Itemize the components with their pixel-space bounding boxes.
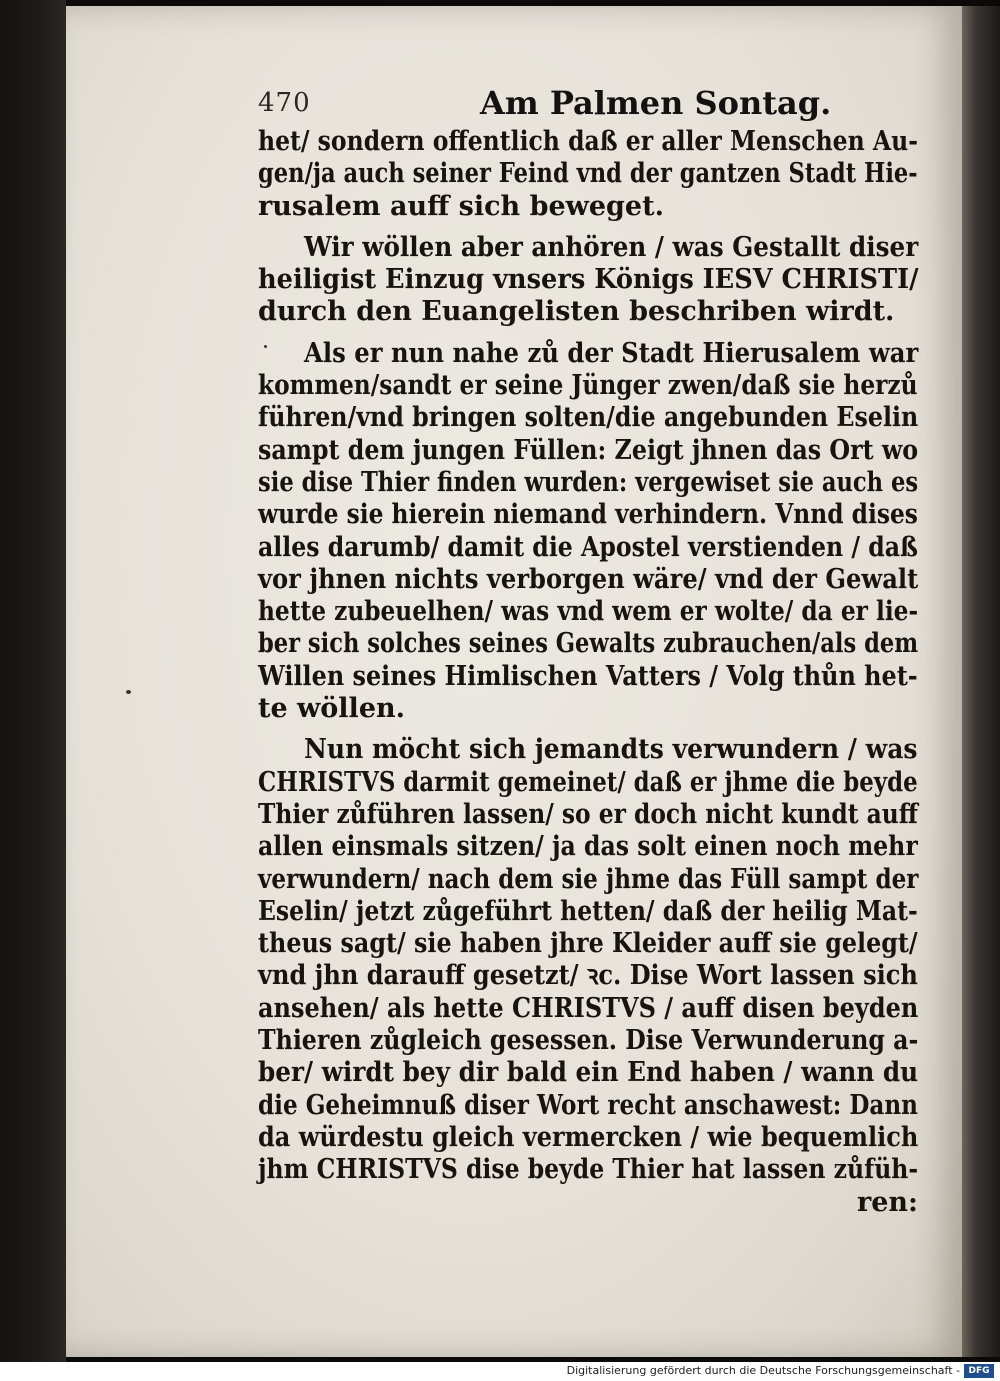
text-line: vor jhnen nichts verborgen wäre/ vnd der Gewalt xyxy=(258,563,919,595)
text-line: het/ sondern offentlich daß er aller Menschen Au- xyxy=(258,126,918,157)
text-line: sie dise Thier finden wurden: vergewiset sie auch es xyxy=(258,466,919,498)
text-line: da würdestu gleich vermercken / wie bequemlich xyxy=(258,1121,919,1153)
page-number: 470 xyxy=(258,88,311,118)
text-line: alles darumb/ damit die Apostel verstienden / daß xyxy=(258,531,918,563)
footer-bar xyxy=(0,1362,1000,1381)
text-line: rusalem auff sich beweget. xyxy=(258,190,664,222)
body-text xyxy=(258,126,918,1219)
text-line: ber sich solches seines Gewalts zubrauchen/als dem xyxy=(258,628,919,660)
dfg-logo: DFG xyxy=(964,1364,994,1378)
text-line: ber/ wirdt bey dir bald ein End haben / wann du xyxy=(258,1057,919,1089)
page-edge-shadow xyxy=(962,6,1000,1357)
text-line: te wöllen. xyxy=(258,693,406,725)
text-line: allen einsmals sitzen/ ja das solt einen noch mehr xyxy=(258,831,918,863)
text-line: verwundern/ nach dem sie jhme das Füll sampt der xyxy=(258,863,919,895)
ink-speck xyxy=(126,690,131,694)
paragraph-start-line: Nun möcht sich jemandts verwundern / was xyxy=(304,734,918,766)
text-line: ansehen/ als hette CHRISTVS / auff disen beyden xyxy=(258,992,919,1024)
text-line: führen/vnd bringen solten/die angebunden Eselin xyxy=(258,402,919,434)
text-line: durch den Euangelisten beschriben wirdt. xyxy=(258,296,895,328)
text-line: Willen seines Himlischen Vatters / Volg thůn het- xyxy=(258,660,918,692)
text-line: vnd jhn darauff gesetzt/ ꝛc. Dise Wort lassen sich xyxy=(258,960,918,992)
paragraph-start-line: Als er nun nahe zů der Stadt Hierusalem war xyxy=(304,337,919,369)
text-line: wurde sie hierein niemand verhindern. Vnnd dises xyxy=(258,499,918,531)
catchword: ren: xyxy=(856,1186,918,1218)
text-line: Thieren zůgleich gesessen. Dise Verwunderung a- xyxy=(258,1025,919,1057)
text-line: die Geheimnuß diser Wort recht anschawest: Dann xyxy=(258,1089,918,1121)
text-line: Thier zůführen lassen/ so er doch nicht kundt auff xyxy=(258,798,918,830)
text-line: Eselin/ jetzt zůgeführt hetten/ daß der heilig Mat- xyxy=(258,895,918,927)
text-line: hette zubeuelhen/ was vnd wem er wolte/ da er lie- xyxy=(258,596,919,628)
text-line: kommen/sandt er seine Jünger zwen/daß sie herzů xyxy=(258,370,918,402)
running-head xyxy=(258,84,832,124)
text-line: CHRISTVS darmit gemeinet/ daß er jhme die beyde xyxy=(258,766,918,798)
text-line: gen/ja auch seiner Feind vnd der gantzen Stadt Hie- xyxy=(258,158,918,190)
scan-background-left xyxy=(0,0,66,1381)
text-line: theus sagt/ sie haben jhre Kleider auff sie gelegt/ xyxy=(258,928,918,960)
text-line: jhm CHRISTVS dise beyde Thier hat lassen zůfüh- xyxy=(258,1154,919,1186)
footer-credit: Digitalisierung gefördert durch die Deutsche Forschungsgemeinschaft - xyxy=(566,1364,960,1377)
text-line: sampt dem jungen Füllen: Zeigt jhnen das Ort wo xyxy=(258,434,919,466)
paragraph-start-line: Wir wöllen aber anhören / was Gestallt diser xyxy=(304,231,919,263)
page-header-title: Am Palmen Sontag. xyxy=(480,84,832,122)
text-line: heiligist Einzug vnsers Königs IESV CHRISTI/ xyxy=(258,264,919,296)
